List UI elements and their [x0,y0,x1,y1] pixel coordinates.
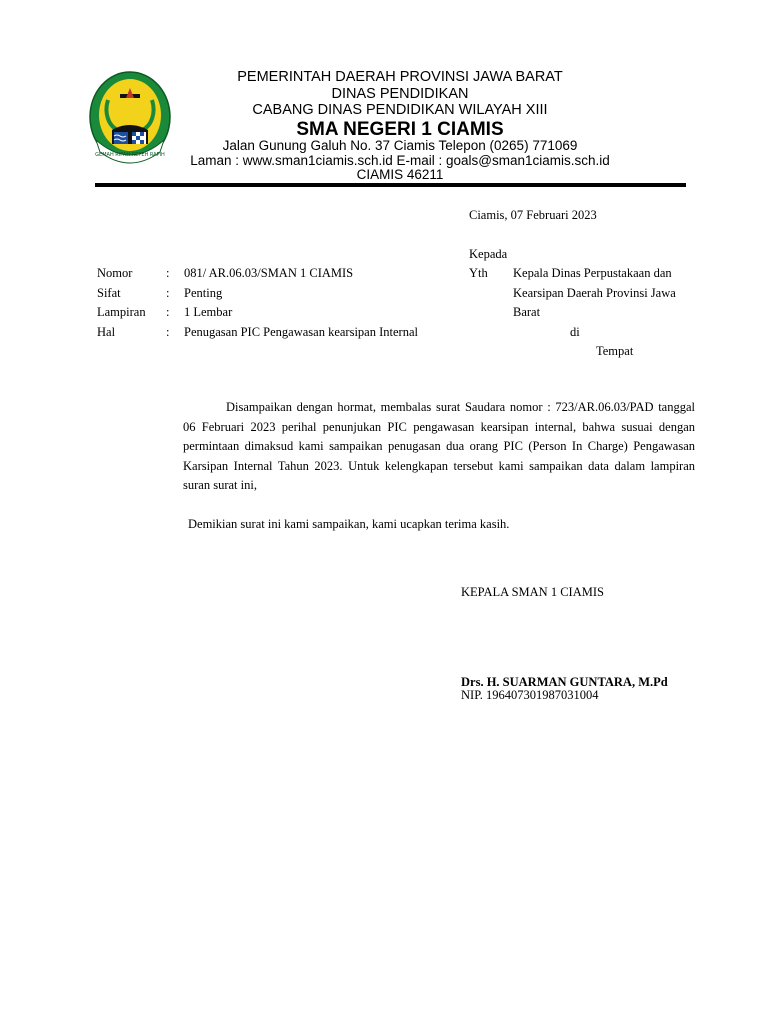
recipient-yth: Yth [469,266,488,280]
meta-label-sifat: Sifat [97,286,121,300]
recipient-di: di [570,325,580,339]
header-address: Jalan Gunung Galuh No. 37 Ciamis Telepon (0265) 771069 [222,138,578,153]
header-branch-line: CABANG DINAS PENDIDIKAN WILAYAH XIII [252,102,548,118]
recipient-line-2: Kearsipan Daerah Provinsi Jawa [513,286,676,300]
meta-label-nomor: Nomor [97,266,133,280]
letterhead-divider [95,183,686,187]
meta-separator: : [166,305,170,319]
meta-separator: : [166,286,170,300]
recipient-tempat: Tempat [596,344,634,358]
meta-separator: : [166,266,170,280]
signature-nip: NIP. 196407301987031004 [461,688,599,702]
meta-label-hal: Hal [97,325,116,339]
header-school-name: SMA NEGERI 1 CIAMIS [296,119,504,140]
header-web-email: Laman : www.sman1ciamis.sch.id E-mail : goals@sman1ciamis.sch.id [190,153,610,168]
body-paragraph-1: Disampaikan dengan hormat, membalas surat Saudara nomor : 723/AR.06.03/PAD tanggal 06 Februari 2023 perihal penunjukan PIC pengawasan kearsipan internal, bahwa susuai dengan permintaan dimaksud kami sampaikan penugasan dua orang PIC (Person In Charge) Pengawasan Karsipan Internal Tahun 2023. Untuk kelengkapan tersebut kami sampaikan data dalam lampiran suran surat ini, [183,400,695,493]
signature-name: Drs. H. SUARMAN GUNTARA, M.Pd [461,675,668,689]
recipient-line-1: Kepala Dinas Perpustakaan dan [513,266,672,280]
meta-value-sifat: Penting [184,286,223,300]
header-city-postcode: CIAMIS 46211 [356,167,444,182]
meta-value-nomor: 081/ AR.06.03/SMAN 1 CIAMIS [184,266,354,280]
meta-value-lampiran: 1 Lembar [184,305,233,319]
meta-value-hal: Penugasan PIC Pengawasan kearsipan Internal [184,325,418,339]
recipient-line-3: Barat [513,305,541,319]
svg-text:GEMAH RIPAH REPEH RAPIH: GEMAH RIPAH REPEH RAPIH [95,152,165,158]
signature-title: KEPALA SMAN 1 CIAMIS [461,585,604,599]
recipient-kepada: Kepada [469,247,508,261]
meta-label-lampiran: Lampiran [97,305,146,319]
header-agency-line: DINAS PENDIDIKAN [331,86,469,102]
header-government-line: PEMERINTAH DAERAH PROVINSI JAWA BARAT [237,69,563,85]
letter-date: Ciamis, 07 Februari 2023 [469,208,597,222]
body-paragraph-2: Demikian surat ini kami sampaikan, kami ucapkan terima kasih. [188,517,510,531]
meta-separator: : [166,325,170,339]
